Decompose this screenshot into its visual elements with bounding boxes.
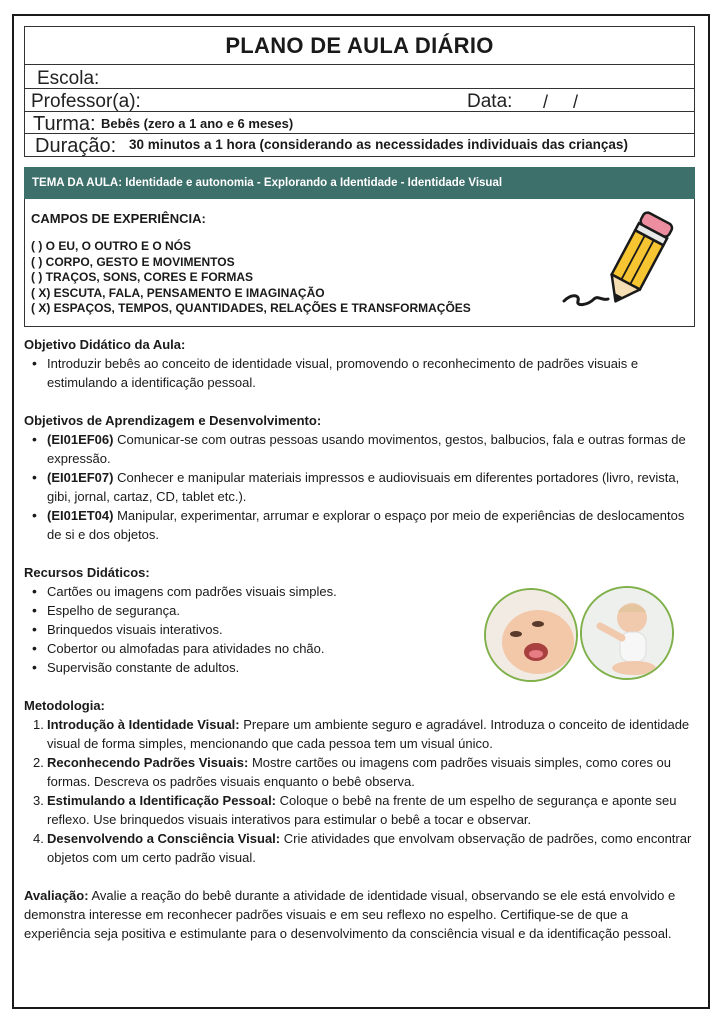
step-text: Coloque o bebê na frente de um espelho de segurança e aponte seu reflexo. Use brinquedos visuais interativos para estimular o bebê a tocar e observar. xyxy=(47,793,677,827)
objetivos-aprendizagem-list xyxy=(24,430,686,544)
avaliacao-label: Avaliação: xyxy=(24,888,89,903)
objetivos-aprendizagem-title: Objetivos de Aprendizagem e Desenvolvimento: xyxy=(24,413,322,428)
campos-list xyxy=(31,239,471,317)
list-item: • Cartões ou imagens com padrões visuais simples. xyxy=(24,582,700,601)
metodologia-title: Metodologia: xyxy=(24,698,105,713)
list-item: • Espelho de segurança. xyxy=(24,601,700,620)
duracao-label: Duração: xyxy=(35,135,117,157)
objective-text: Conhecer e manipular materiais impressos e audiovisuais em diferentes portadores (livro, revista, gibi, jornal, cartaz, CD, tablet etc.). xyxy=(47,470,680,504)
data-slashes: / / xyxy=(543,92,579,112)
step-number: 2. xyxy=(33,755,44,770)
objective-text: Comunicar-se com outras pessoas usando movimentos, gestos, balbucios, fala e outras formas de expressão. xyxy=(47,432,686,466)
turma-row xyxy=(25,112,694,134)
objetivo-didatico-title: Objetivo Didático da Aula: xyxy=(24,337,186,352)
recursos-title: Recursos Didáticos: xyxy=(24,565,150,580)
step-text: Crie atividades que envolvam observação de padrões, como encontrar objetos com um certo padrão visual. xyxy=(47,831,692,865)
step-number: 3. xyxy=(33,793,44,808)
list-item xyxy=(24,791,694,829)
escola-row xyxy=(25,65,694,89)
list-item: • Brinquedos visuais interativos. xyxy=(24,620,700,639)
objetivo-didatico-list xyxy=(24,354,684,392)
pencil-icon xyxy=(558,209,680,309)
list-item: • Cobertor ou almofadas para atividades no chão. xyxy=(24,639,700,658)
step-head: Introdução à Identidade Visual: xyxy=(47,717,240,732)
campo-item: ( X) ESCUTA, FALA, PENSAMENTO E IMAGINAÇÃO xyxy=(31,285,325,300)
objective-code: (EI01EF06) xyxy=(47,432,114,447)
step-text: Mostre cartões ou imagens com padrões visuais simples, como cores ou formas. Descreva os padrões visuais enquanto o bebê observa. xyxy=(47,755,672,789)
baby-photo-laughing xyxy=(484,588,578,682)
professor-row xyxy=(25,89,694,112)
list-item xyxy=(24,715,694,753)
step-text: Prepare um ambiente seguro e agradável. Introduza o conceito de identidade visual de forma simples, mencionando que cada pessoa tem um visual único. xyxy=(47,717,690,751)
list-item: • Introduzir bebês ao conceito de identidade visual, promovendo o reconhecimento de padrões visuais e estimulando a identificação pessoal. xyxy=(24,354,684,392)
list-item: • Supervisão constante de adultos. xyxy=(24,658,700,677)
avaliacao-paragraph xyxy=(24,886,696,943)
list-item xyxy=(24,753,694,791)
campo-item: ( ) TRAÇOS, SONS, CORES E FORMAS xyxy=(31,270,254,284)
turma-label: Turma: xyxy=(33,113,96,135)
campos-box xyxy=(24,199,695,327)
data-label: Data: xyxy=(467,91,513,112)
campo-item: ( ) CORPO, GESTO E MOVIMENTOS xyxy=(31,254,235,269)
objective-code: (EI01EF07) xyxy=(47,470,114,485)
professor-label: Professor(a): xyxy=(31,91,141,112)
objective-code: (EI01ET04) xyxy=(47,508,114,523)
step-number: 1. xyxy=(33,717,44,732)
list-item xyxy=(24,468,686,506)
step-head: Estimulando a Identificação Pessoal: xyxy=(47,793,277,808)
header-box xyxy=(24,26,695,157)
list-item xyxy=(24,829,694,867)
baby-photo-sitting xyxy=(580,586,674,680)
baby-photos xyxy=(484,586,694,682)
duracao-row xyxy=(25,134,694,156)
page-title: PLANO DE AULA DIÁRIO xyxy=(25,27,694,65)
tema-bar: TEMA DA AULA: Identidade e autonomia - Explorando a Identidade - Identidade Visual xyxy=(24,167,695,199)
step-head: Desenvolvendo a Consciência Visual: xyxy=(47,831,281,846)
step-head: Reconhecendo Padrões Visuais: xyxy=(47,755,249,770)
avaliacao-text: Avalie a reação do bebê durante a atividade de identidade visual, observando se ele está envolvido e demonstra interesse em reconhecer padrões visuais e em seu reflexo no espelho. Certifique-se de que a experiência seja positiva e estimulante para o desenvolvimento da consciência visual e da identificação pessoal. xyxy=(24,888,676,941)
step-number: 4. xyxy=(33,831,44,846)
escola-label: Escola: xyxy=(37,68,100,89)
list-item xyxy=(24,506,686,544)
metodologia-list xyxy=(24,715,694,867)
campos-title: CAMPOS DE EXPERIÊNCIA: xyxy=(31,211,206,226)
campo-item: ( ) O EU, O OUTRO E O NÓS xyxy=(31,239,192,253)
campo-item: ( X) ESPAÇOS, TEMPOS, QUANTIDADES, RELAÇÕES E TRANSFORMAÇÕES xyxy=(31,301,471,315)
list-item xyxy=(24,430,686,468)
objective-text: Manipular, experimentar, arrumar e explorar o espaço por meio de experiências de deslocamentos de si e dos objetos. xyxy=(47,508,685,542)
turma-value: Bebês (zero a 1 ano e 6 meses) xyxy=(101,116,294,131)
duracao-value: 30 minutos a 1 hora (considerando as necessidades individuais das crianças) xyxy=(129,137,628,152)
